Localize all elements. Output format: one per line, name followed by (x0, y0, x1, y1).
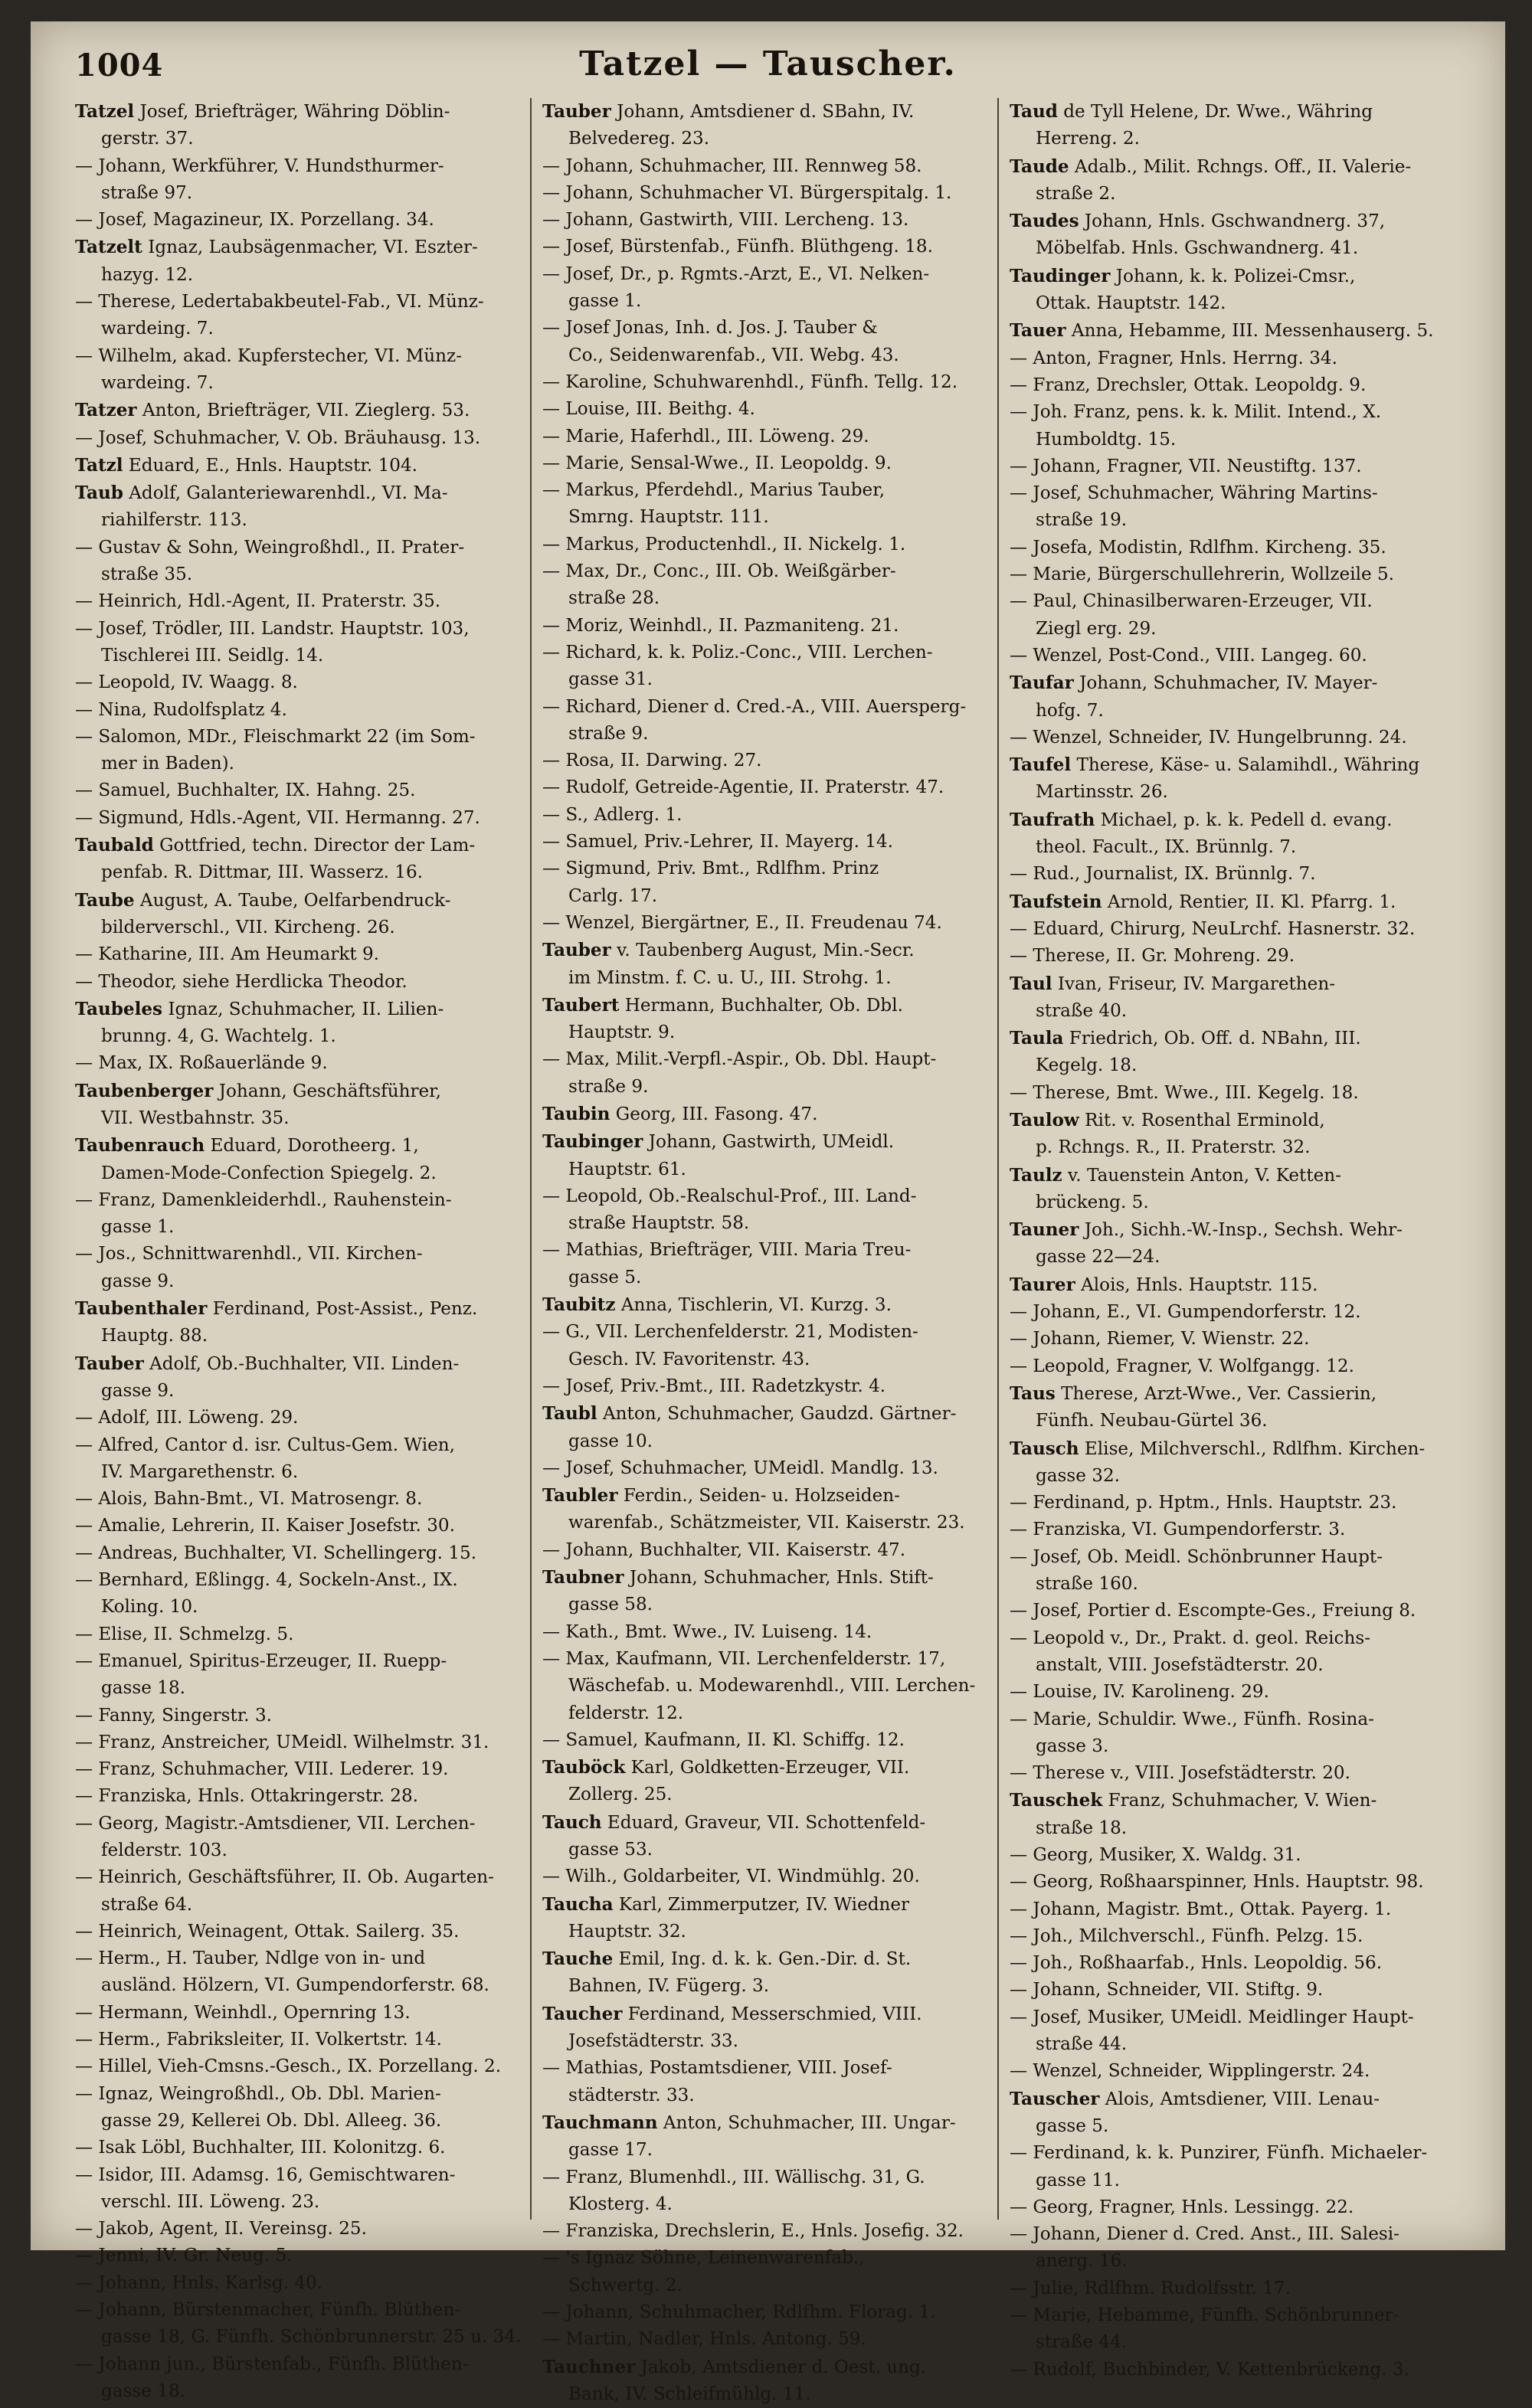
directory-entry: — Therese v., VIII. Josefstädterstr. 20. (1010, 1763, 1350, 1784)
directory-entry: — Wenzel, Schneider, Wipplingerstr. 24. (1010, 2061, 1370, 2082)
directory-entry: — Max, Kaufmann, VII. Lerchenfelderstr. 17, Wäschefab. u. Modewarenhdl., VIII. Lerchen- felderstr. 12. (542, 1648, 976, 1723)
directory-entry: — Anton, Fragner, Hnls. Herrng. 34. (1010, 348, 1337, 368)
directory-entry: — Ferdinand, k. k. Punzirer, Fünfh. Michaeler- gasse 11. (1010, 2143, 1428, 2190)
directory-entry: — Emanuel, Spiritus-Erzeuger, II. Ruepp- gasse 18. (75, 1651, 447, 1699)
directory-entry: — Josef, Portier d. Escompte-Ges., Freiung 8. (1010, 1601, 1416, 1621)
directory-entry: Taulow Rit. v. Rosenthal Erminold, p. Rchngs. R., II. Praterstr. 32. (1010, 1109, 1325, 1158)
directory-entry: Taubert Hermann, Buchhalter, Ob. Dbl. Hauptstr. 9. (542, 994, 903, 1043)
directory-entry: Tauber Johann, Amtsdiener d. SBahn, IV. Belvedereg. 23. (542, 101, 915, 149)
directory-entry: Taucha Karl, Zimmerputzer, IV. Wiedner Hauptstr. 32. (542, 1893, 910, 1942)
directory-entry: — Isak Löbl, Buchhalter, III. Kolonitzg. 6. (75, 2138, 446, 2158)
directory-entry: Tauber Adolf, Ob.-Buchhalter, VII. Linden- gasse 9. (75, 1353, 460, 1401)
directory-entry: — Josef, Ob. Meidl. Schönbrunner Haupt- straße 160. (1010, 1546, 1383, 1595)
directory-entry: Tauner Joh., Sichh.-W.-Insp., Sechsh. Wehr- gasse 22—24. (1010, 1219, 1403, 1268)
directory-entry: Taus Therese, Arzt-Wwe., Ver. Cassierin, Fünfh. Neubau-Gürtel 36. (1010, 1382, 1377, 1431)
directory-entry: — Gustav & Sohn, Weingroßhdl., II. Prater- straße 35. (75, 537, 465, 585)
directory-entry: — Josef, Schuhmacher, UMeidl. Mandlg. 13. (542, 1458, 938, 1478)
directory-entry: — Wenzel, Biergärtner, E., II. Freudenau 74. (542, 912, 942, 933)
directory-entry: Tatzl Eduard, E., Hnls. Hauptstr. 104. (75, 454, 418, 476)
directory-entry: Tauscher Alois, Amtsdiener, VIII. Lenau- gasse 5. (1010, 2088, 1380, 2136)
directory-entry: Taubin Georg, III. Fasong. 47. (542, 1103, 818, 1124)
directory-entry: — Julie, Rdlfhm. Rudolfsstr. 17. (1010, 2278, 1291, 2298)
directory-entry: Taubler Ferdin., Seiden- u. Holzseiden- warenfab., Schätzmeister, VII. Kaiserstr. 23. (542, 1485, 965, 1533)
directory-entry: — Johann, Schuhmacher VI. Bürgerspitalg. 1. (542, 182, 952, 203)
directory-entry: — Max, IX. Roßauerlände 9. (75, 1053, 328, 1074)
directory-entry: — Franz, Drechsler, Ottak. Leopoldg. 9. (1010, 375, 1367, 395)
directory-entry: Tausch Elise, Milchverschl., Rdlfhm. Kirchen- gasse 32. (1010, 1438, 1426, 1486)
directory-entry: — Louise, IV. Karolineng. 29. (1010, 1682, 1269, 1703)
directory-entry: — Herm., H. Tauber, Ndlge von in- und ausländ. Hölzern, VI. Gumpendorferstr. 68. (75, 1948, 489, 1996)
directory-entry: — Georg, Magistr.-Amtsdiener, VII. Lerchen- felderstr. 103. (75, 1813, 476, 1860)
directory-entry: — Herm., Fabriksleiter, II. Volkertstr. 14. (75, 2030, 442, 2050)
directory-entry: — Richard, k. k. Poliz.-Conc., VIII. Lerchen- gasse 31. (542, 642, 933, 690)
directory-entry: Taufrath Michael, p. k. k. Pedell d. evang. theol. Facult., IX. Brünnlg. 7. (1010, 809, 1393, 858)
directory-entry: — Joh., Roßhaarfab., Hnls. Leopoldig. 56. (1010, 1953, 1383, 1974)
directory-entry: Taubinger Johann, Gastwirth, UMeidl. Hauptstr. 61. (542, 1131, 895, 1179)
directory-entry: — Markus, Productenhdl., II. Nickelg. 1. (542, 534, 906, 555)
directory-entry: — Josef, Priv.-Bmt., III. Radetzkystr. 4. (542, 1376, 886, 1396)
directory-entry: — Franz, Blumenhdl., III. Wällischg. 31, G. Klosterg. 4. (542, 2167, 925, 2214)
directory-entry: — Josef, Musiker, UMeidl. Meidlinger Haupt- straße 44. (1010, 2007, 1414, 2055)
directory-entry: — Therese, Bmt. Wwe., III. Kegelg. 18. (1010, 1082, 1359, 1103)
directory-entry: — Amalie, Lehrerin, II. Kaiser Josefstr. 30. (75, 1516, 455, 1536)
directory-entry: — Johann, E., VI. Gumpendorferstr. 12. (1010, 1302, 1361, 1323)
directory-entry: Taula Friedrich, Ob. Off. d. NBahn, III. Kegelg. 18. (1010, 1028, 1361, 1076)
directory-entry: Taud de Tyll Helene, Dr. Wwe., Währing Herreng. 2. (1010, 101, 1373, 149)
directory-entry: — Johann, Werkführer, V. Hundsthurmer- straße 97. (75, 155, 444, 203)
running-head: Tatzel — Tauscher. (579, 44, 957, 83)
directory-entry: — Franz, Damenkleiderhdl., Rauhenstein- gasse 1. (75, 1189, 452, 1238)
directory-entry: — Johann, Buchhalter, VII. Kaiserstr. 47. (542, 1539, 906, 1560)
directory-entry: — Johann, Diener d. Cred. Anst., III. Salesi- anerg. 16. (1010, 2224, 1399, 2272)
directory-entry: — Jakob, Agent, II. Vereinsg. 25. (75, 2219, 367, 2240)
directory-entry: Taubenberger Johann, Geschäftsführer, VII. Westbahnstr. 35. (75, 1080, 442, 1128)
directory-entry: — Johann, Schneider, VII. Stiftg. 9. (1010, 1980, 1324, 2001)
directory-entry: — Fanny, Singerstr. 3. (75, 1705, 272, 1726)
directory-entry: — Franziska, VI. Gumpendorferstr. 3. (1010, 1520, 1346, 1540)
directory-entry: Taubeles Ignaz, Schuhmacher, II. Lilien- brunng. 4, G. Wachtelg. 1. (75, 998, 444, 1047)
directory-entry: Taufel Therese, Käse- u. Salamihdl., Währing Martinsstr. 26. (1010, 754, 1420, 803)
directory-entry: Taube August, A. Taube, Oelfarbendruck- bilderverschl., VII. Kircheng. 26. (75, 889, 451, 937)
directory-entry: Taudinger Johann, k. k. Polizei-Cmsr., Ottak. Hauptstr. 142. (1010, 265, 1356, 314)
directory-entry: Taubald Gottfried, techn. Director der Lam- penfab. R. Dittmar, III. Wasserz. 16. (75, 835, 476, 883)
directory-entry: Tauchner Jakob, Amtsdiener d. Oest. ung. Bank, IV. Schleifmühlg. 11. (542, 2356, 927, 2404)
column-middle (542, 98, 1017, 2408)
directory-entry: — Max, Milit.-Verpfl.-Aspir., Ob. Dbl. Haupt- straße 9. (542, 1049, 937, 1097)
directory-entry: — Josef, Dr., p. Rgmts.-Arzt, E., VI. Nelken- gasse 1. (542, 263, 930, 312)
directory-entry: — Kath., Bmt. Wwe., IV. Luiseng. 14. (542, 1621, 872, 1642)
directory-entry: — Therese, II. Gr. Mohreng. 29. (1010, 946, 1295, 967)
directory-entry: — Johann, Gastwirth, VIII. Lercheng. 13. (542, 210, 909, 231)
directory-entry: — Joh. Franz, pens. k. k. Milit. Intend., X. Humboldtg. 15. (1010, 402, 1382, 450)
directory-entry: — Adolf, III. Löweng. 29. (75, 1408, 299, 1428)
directory-entry: Tauch Eduard, Graveur, VII. Schottenfeld- gasse 53. (542, 1811, 926, 1860)
directory-entry: — Josefa, Modistin, Rdlfhm. Kircheng. 35. (1010, 537, 1386, 558)
directory-entry: — Josef, Schuhmacher, Währing Martins- straße 19. (1010, 483, 1378, 531)
directory-entry: Tauche Emil, Ing. d. k. k. Gen.-Dir. d. St. Bahnen, IV. Fügerg. 3. (542, 1948, 912, 1997)
directory-entry: Tauböck Karl, Goldketten-Erzeuger, VII. Zollerg. 25. (542, 1757, 910, 1805)
directory-entry: — Mathias, Briefträger, VIII. Maria Treu- gasse 5. (542, 1240, 912, 1287)
directory-entry: Taubenrauch Eduard, Dorotheerg. 1, Damen-Mode-Confection Spiegelg. 2. (75, 1135, 437, 1183)
directory-entry: — Ignaz, Weingroßhdl., Ob. Dbl. Marien- gasse 29, Kellerei Ob. Dbl. Alleeg. 36. (75, 2083, 442, 2131)
directory-entry: — G., VII. Lerchenfelderstr. 21, Modisten- Gesch. IV. Favoritenstr. 43. (542, 1322, 918, 1369)
directory-entry: — Georg, Musiker, X. Waldg. 31. (1010, 1845, 1301, 1865)
directory-entry: — Marie, Sensal-Wwe., II. Leopoldg. 9. (542, 453, 892, 473)
directory-entry: — Franziska, Hnls. Ottakringerstr. 28. (75, 1786, 419, 1807)
directory-entry: — Andreas, Buchhalter, VI. Schellingerg. 15. (75, 1543, 477, 1563)
directory-entry: Taurer Alois, Hnls. Hauptstr. 115. (1010, 1274, 1318, 1295)
directory-entry: Taubner Johann, Schuhmacher, Hnls. Stift- gasse 58. (542, 1567, 934, 1615)
directory-entry: — Franziska, Drechslerin, E., Hnls. Josefig. 32. (542, 2221, 964, 2242)
page-number: 1004 (75, 47, 164, 83)
directory-entry: — Hillel, Vieh-Cmsns.-Gesch., IX. Porzellang. 2. (75, 2056, 502, 2077)
directory-entry: Tauber v. Taubenberg August, Min.-Secr. im Minstm. f. C. u. U., III. Strohg. 1. (542, 940, 915, 988)
directory-entry: — Samuel, Buchhalter, IX. Hahng. 25. (75, 780, 416, 801)
directory-entry: Tatzelt Ignaz, Laubsägenmacher, VI. Eszter- hazyg. 12. (75, 237, 478, 285)
directory-entry: — Richard, Diener d. Cred.-A., VIII. Auersperg- straße 9. (542, 696, 967, 744)
directory-entry: — Louise, III. Beithg. 4. (542, 399, 755, 420)
directory-entry: Taufar Johann, Schuhmacher, IV. Mayer- hofg. 7. (1010, 672, 1378, 721)
directory-entry: Tatzel Josef, Briefträger, Währing Döblin- gerstr. 37. (75, 101, 450, 149)
directory-entry: — Franz, Anstreicher, UMeidl. Wilhelmstr. 31. (75, 1732, 489, 1752)
directory-entry: — Johann, Schuhmacher, Rdlfhm. Florag. 1. (542, 2302, 936, 2323)
directory-entry: — Marie, Schuldir. Wwe., Fünfh. Rosina- gasse 3. (1010, 1709, 1374, 1756)
directory-entry: — Josef, Schuhmacher, V. Ob. Bräuhausg. 13. (75, 427, 481, 448)
directory-entry: — Max, Dr., Conc., III. Ob. Weißgärber- straße 28. (542, 561, 896, 609)
directory-entry: — Rudolf, Buchbinder, V. Kettenbrückeng. 3. (1010, 2359, 1409, 2380)
directory-entry: — Johann, Fragner, VII. Neustiftg. 137. (1010, 456, 1362, 476)
directory-entry: — Wilhelm, akad. Kupferstecher, VI. Münz- wardeing. 7. (75, 345, 462, 393)
directory-entry: — Jos., Schnittwarenhdl., VII. Kirchen- gasse 9. (75, 1244, 423, 1291)
directory-entry: — Heinrich, Weinagent, Ottak. Sailerg. 35. (75, 1921, 460, 1942)
directory-entry: — Markus, Pferdehdl., Marius Tauber, Smrng. Hauptstr. 111. (542, 480, 885, 528)
directory-entry: — Wenzel, Post-Cond., VIII. Langeg. 60. (1010, 645, 1367, 666)
directory-entry: — Samuel, Kaufmann, II. Kl. Schiffg. 12. (542, 1729, 905, 1750)
directory-entry: — Nina, Rudolfsplatz 4. (75, 699, 287, 720)
directory-entry: Taude Adalb., Milit. Rchngs. Off., II. Valerie- straße 2. (1010, 155, 1412, 204)
directory-entry: — Josef, Trödler, III. Landstr. Hauptstr. 103, Tischlerei III. Seidlg. 14. (75, 618, 470, 666)
directory-entry: — Leopold, IV. Waagg. 8. (75, 672, 298, 693)
directory-entry: — Therese, Ledertabakbeutel-Fab., VI. Münz- wardeing. 7. (75, 292, 484, 339)
directory-entry: — Moriz, Weinhdl., II. Pazmaniteng. 21. (542, 615, 899, 636)
directory-entry: — Bernhard, Eßlingg. 4, Sockeln-Anst., IX. Koling. 10. (75, 1570, 458, 1618)
directory-entry: Taulz v. Tauenstein Anton, V. Ketten- brückeng. 5. (1010, 1164, 1341, 1212)
directory-entry: — Alfred, Cantor d. isr. Cultus-Gem. Wien, IV. Margarethenstr. 6. (75, 1435, 456, 1482)
directory-entry: — Heinrich, Geschäftsführer, II. Ob. Augarten- straße 64. (75, 1867, 494, 1915)
directory-entry: — Mathias, Postamtsdiener, VIII. Josef- städterstr. 33. (542, 2058, 892, 2105)
directory-entry: — Hermann, Weinhdl., Opernring 13. (75, 2002, 411, 2023)
directory-entry: — Josef, Bürstenfab., Fünfh. Blüthgeng. 18. (542, 237, 933, 257)
directory-entry: Taubl Anton, Schuhmacher, Gaudzd. Gärtner- gasse 10. (542, 1403, 957, 1451)
directory-entry: — Katharine, III. Am Heumarkt 9. (75, 944, 380, 965)
directory-entry: — Leopold, Ob.-Realschul-Prof., III. Land- straße Hauptstr. 58. (542, 1186, 917, 1234)
column-right (1010, 98, 1485, 2383)
directory-entry: — Johann, Riemer, V. Wienstr. 22. (1010, 1329, 1310, 1350)
directory-entry: — Eduard, Chirurg, NeuLrchf. Hasnerstr. 32. (1010, 918, 1416, 939)
directory-entry: Tauschek Franz, Schuhmacher, V. Wien- straße 18. (1010, 1790, 1377, 1838)
directory-entry: — Martin, Nadler, Hnls. Antong. 59. (542, 2329, 866, 2350)
directory-entry: — Johann, Hnls. Karlsg. 40. (75, 2272, 323, 2293)
directory-entry: — Marie, Haferhdl., III. Löweng. 29. (542, 426, 869, 447)
directory-entry: — Sigmund, Hdls.-Agent, VII. Hermanng. 27. (75, 807, 480, 828)
column-left (75, 98, 550, 2405)
directory-entry: — Joh., Milchverschl., Fünfh. Pelzg. 15. (1010, 1925, 1363, 1946)
directory-entry: — Josef Jonas, Inh. d. Jos. J. Tauber & Co., Seidenwarenfab., VII. Webg. 43. (542, 318, 899, 365)
directory-entry: Taubitz Anna, Tischlerin, VI. Kurzg. 3. (542, 1294, 892, 1316)
directory-entry: Taufstein Arnold, Rentier, II. Kl. Pfarrg. 1. (1010, 891, 1396, 912)
directory-entry: — Rud., Journalist, IX. Brünnlg. 7. (1010, 864, 1316, 885)
directory-entry: Taudes Johann, Hnls. Gschwandnerg. 37, Möbelfab. Hnls. Gschwandnerg. 41. (1010, 211, 1386, 259)
directory-entry: — Heinrich, Hdl.-Agent, II. Praterstr. 35. (75, 591, 441, 612)
directory-entry: Tauchmann Anton, Schuhmacher, III. Ungar- gasse 17. (542, 2112, 956, 2161)
directory-entry: — Wenzel, Schneider, IV. Hungelbrunng. 24. (1010, 727, 1407, 748)
directory-entry: — Alois, Bahn-Bmt., VI. Matrosengr. 8. (75, 1489, 423, 1510)
directory-entry: — S., Adlerg. 1. (542, 804, 683, 825)
directory-entry: — Rosa, II. Darwing. 27. (542, 751, 762, 771)
directory-entry: — Karoline, Schuhwarenhdl., Fünfh. Tellg. 12. (542, 371, 958, 392)
directory-entry: — Johann, Magistr. Bmt., Ottak. Payerg. 1. (1010, 1899, 1392, 1919)
directory-entry: — Marie, Bürgerschullehrerin, Wollzeile 5. (1010, 564, 1395, 585)
directory-entry: — Sigmund, Priv. Bmt., Rdlfhm. Prinz Carlg. 17. (542, 859, 879, 906)
directory-entry: — Rudolf, Getreide-Agentie, II. Praterstr. 47. (542, 777, 944, 798)
directory-page (31, 21, 1505, 2404)
directory-entry: — Georg, Roßhaarspinner, Hnls. Hauptstr. 98. (1010, 1872, 1424, 1893)
directory-entry: — Georg, Fragner, Hnls. Lessingg. 22. (1010, 2197, 1354, 2217)
directory-entry: — Elise, II. Schmelzg. 5. (75, 1624, 294, 1644)
directory-entry: Taubenthaler Ferdinand, Post-Assist., Penz. Hauptg. 88. (75, 1298, 478, 1346)
directory-entry: — Josef, Magazineur, IX. Porzellang. 34. (75, 210, 434, 231)
directory-entry: — Jenni, IV. Gr. Neug. 5. (75, 2246, 293, 2266)
directory-entry: — Theodor, siehe Herdlicka Theodor. (75, 971, 408, 992)
directory-entry: Tatzer Anton, Briefträger, VII. Zieglerg. 53. (75, 400, 470, 421)
directory-entry: — Johann, Schuhmacher, III. Rennweg 58. (542, 155, 922, 176)
directory-entry: — Franz, Schuhmacher, VIII. Lederer. 19. (75, 1759, 449, 1780)
directory-entry: — Wilh., Goldarbeiter, VI. Windmühlg. 20. (542, 1867, 920, 1887)
directory-entry: Taub Adolf, Galanteriewarenhdl., VI. Ma- riahilferstr. 113. (75, 483, 448, 531)
directory-entry: — Marie, Hebamme, Fünfh. Schönbrunner- straße 44. (1010, 2305, 1399, 2353)
directory-entry: — Isidor, III. Adamsg. 16, Gemischtwaren- verschl. III. Löweng. 23. (75, 2164, 456, 2212)
directory-entry: Taucher Ferdinand, Messerschmied, VIII. Josefstädterstr. 33. (542, 2003, 922, 2052)
directory-entry: — Leopold v., Dr., Prakt. d. geol. Reichs- anstalt, VIII. Josefstädterstr. 20. (1010, 1628, 1370, 1675)
directory-entry: Taul Ivan, Friseur, IV. Margarethen- straße 40. (1010, 973, 1336, 1021)
directory-entry: — Johann, Bürstenmacher, Fünfh. Blüthen- gasse 18, G. Fünfh. Schönbrunnerstr. 25 u. 34. (75, 2300, 522, 2347)
directory-entry: — Paul, Chinasilberwaren-Erzeuger, VII. Ziegl erg. 29. (1010, 591, 1373, 639)
directory-entry: — Johann jun., Bürstenfab., Fünfh. Blüthen- gasse 18. (75, 2354, 469, 2401)
directory-entry: — Salomon, MDr., Fleischmarkt 22 (im Som- mer in Baden). (75, 726, 476, 774)
directory-entry: Tauer Anna, Hebamme, III. Messenhauserg. 5. (1010, 320, 1434, 342)
directory-entry: — Leopold, Fragner, V. Wolfgangg. 12. (1010, 1356, 1354, 1376)
directory-entry: — Ferdinand, p. Hptm., Hnls. Hauptstr. 23. (1010, 1493, 1397, 1513)
directory-entry: — 's Ignaz Söhne, Leinenwarenfab., Schwertg. 2. (542, 2248, 865, 2295)
directory-entry: — Samuel, Priv.-Lehrer, II. Mayerg. 14. (542, 832, 893, 852)
